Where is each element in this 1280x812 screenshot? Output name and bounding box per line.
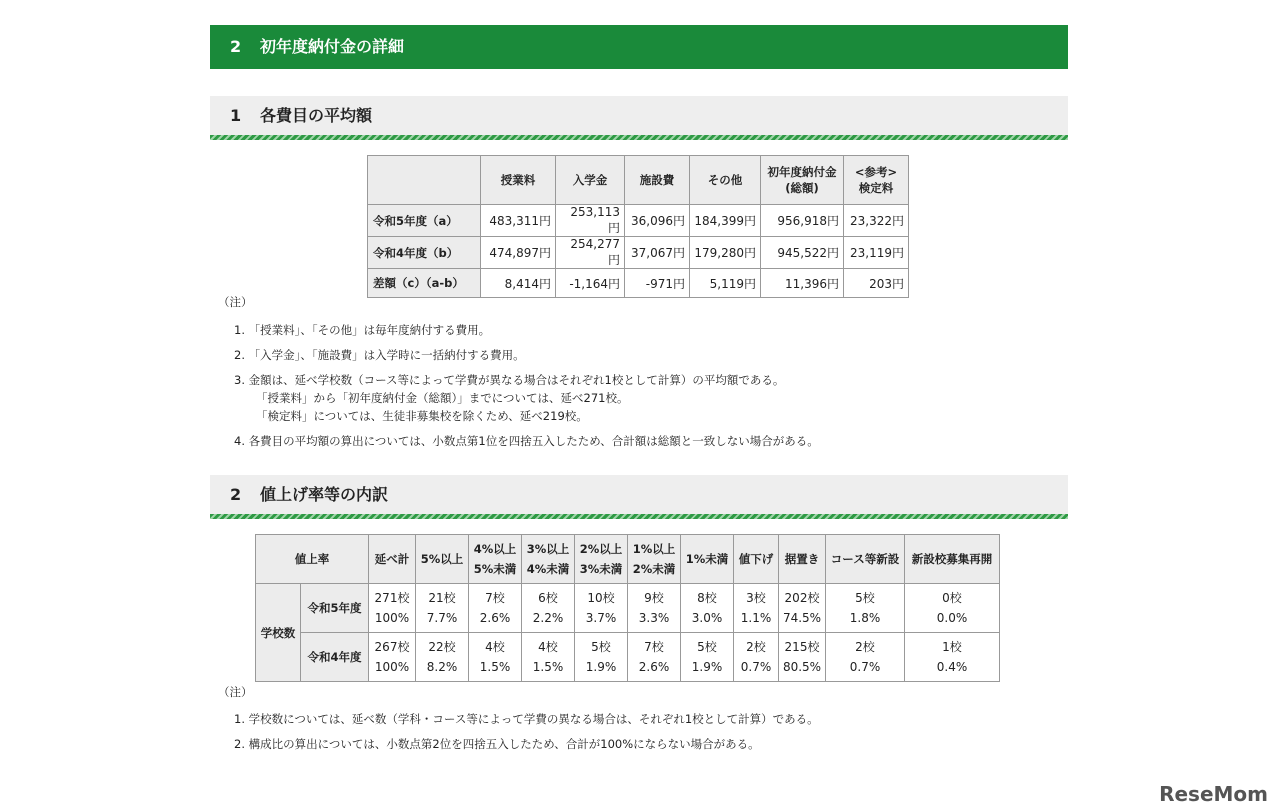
table1-cell: 179,280円 [690,237,761,269]
table2-cell [734,633,779,682]
note-item: 1. 学校数については、延べ数（学科・コース等によって学費の異なる場合は、それぞれ1校として計算）である。 [234,712,819,726]
main-header [210,25,1068,69]
table2-cell [369,584,416,633]
school-ratio: 3.7% [585,611,617,625]
table2-row-label: 令和4年度 [301,633,369,682]
school-ratio: 1.9% [691,660,723,674]
school-ratio: 0.0% [936,611,968,625]
price-increase-table [255,534,1000,682]
school-count: 5校 [697,640,717,654]
section2-note-label: （注） [218,685,253,699]
table2-cell [779,584,826,633]
section2-title: 値上げ率等の内訳 [260,485,389,504]
school-count: 267校 [374,640,410,654]
note-line: 4. 各費目の平均額の算出については、小数点第1位を四捨五入したため、合計額は総額と一致しない場合がある。 [234,434,819,448]
table1-cell: 23,322円 [844,205,909,237]
table1-cell: 253,113円 [556,205,625,237]
section1-title: 各費目の平均額 [260,106,373,125]
table2-column-header: 2%以上 3%未満 [575,535,628,584]
table2-column-header: 5%以上 [416,535,469,584]
school-ratio: 1.5% [532,660,564,674]
table2-column-header: 新設校募集再開 [905,535,1000,584]
table2-cell [628,584,681,633]
table1-cell: 956,918円 [761,205,844,237]
table2-row [256,584,1000,633]
table1-row [368,205,909,237]
table1-row [368,269,909,298]
school-count: 9校 [644,591,664,605]
table1-column-header: 施設費 [625,156,690,205]
table1-cell: 37,067円 [625,237,690,269]
section1-notes [234,321,1074,457]
school-count: 6校 [538,591,558,605]
school-count: 8校 [697,591,717,605]
main-header-number: 2 [230,37,242,56]
table2-row-label: 令和5年度 [301,584,369,633]
note-line: 1. 「授業料」、「その他」は毎年度納付する費用。 [234,323,491,337]
section2-notes [234,710,1074,760]
table1-column-header: その他 [690,156,761,205]
table2-cell [369,633,416,682]
school-ratio: 80.5% [782,660,822,674]
table2-column-header: 1%以上 2%未満 [628,535,681,584]
table1-column-header: <参考> 検定料 [844,156,909,205]
school-ratio: 0.7% [849,660,881,674]
school-ratio: 3.3% [638,611,670,625]
table2-cell [575,584,628,633]
average-fee-table [367,155,909,298]
table2-cell [575,633,628,682]
table2-column-header: 延べ計 [369,535,416,584]
section2-number: 2 [230,485,242,504]
table2-cell [522,633,575,682]
table2-cell [681,584,734,633]
section1-note-label: （注） [218,295,253,309]
table2-cell [416,584,469,633]
table1-row [368,237,909,269]
table2-column-header: 4%以上 5%未満 [469,535,522,584]
table1-cell: 5,119円 [690,269,761,298]
school-ratio: 2.6% [638,660,670,674]
note-item [234,346,1074,364]
table2-cell [826,584,905,633]
table2-cell [826,633,905,682]
school-count: 21校 [428,591,456,605]
school-ratio: 100% [374,611,410,625]
table1-cell: 36,096円 [625,205,690,237]
note-item [234,371,1074,425]
table2-cell [628,633,681,682]
school-ratio: 2.6% [479,611,511,625]
table1-cell: 474,897円 [481,237,556,269]
table1-row-label: 令和4年度（b） [368,237,481,269]
school-count: 1校 [942,640,962,654]
school-ratio: 0.4% [936,660,968,674]
school-ratio: 1.5% [479,660,511,674]
school-ratio: 1.9% [585,660,617,674]
school-count: 22校 [428,640,456,654]
school-ratio: 1.1% [740,611,772,625]
section1-header [210,96,1068,140]
table2-corner: 値上率 [256,535,369,584]
table2-cell [469,584,522,633]
school-ratio: 0.7% [740,660,772,674]
table1-cell: 203円 [844,269,909,298]
section1-number: 1 [230,106,242,125]
school-ratio: 100% [374,660,410,674]
table1-cell: 254,277円 [556,237,625,269]
table1-cell: 8,414円 [481,269,556,298]
table1-cell: -971円 [625,269,690,298]
table2-group-label: 学校数 [256,584,301,682]
main-header-title: 初年度納付金の詳細 [260,37,405,56]
table2-row [256,633,1000,682]
school-count: 3校 [746,591,766,605]
table1-corner [368,156,481,205]
school-count: 10校 [587,591,615,605]
note-line: 3. 金額は、延べ学校数（コース等によって学費が異なる場合はそれぞれ1校として計算）の平均額である。 [234,373,785,387]
school-count: 4校 [485,640,505,654]
school-ratio: 7.7% [426,611,458,625]
school-ratio: 8.2% [426,660,458,674]
table1-cell: 184,399円 [690,205,761,237]
school-ratio: 74.5% [782,611,822,625]
school-count: 5校 [855,591,875,605]
table2-column-header: 据置き [779,535,826,584]
school-count: 215校 [784,640,820,654]
school-ratio: 1.8% [849,611,881,625]
note-item [234,321,1074,339]
school-count: 4校 [538,640,558,654]
table2-column-header: 3%以上 4%未満 [522,535,575,584]
school-count: 7校 [644,640,664,654]
table1-column-header: 入学金 [556,156,625,205]
table2-cell [416,633,469,682]
table2-cell [905,584,1000,633]
school-ratio: 3.0% [691,611,723,625]
table1-cell: 945,522円 [761,237,844,269]
note-item [234,432,1074,450]
note-subline: 「検定料」については、生徒非募集校を除くため、延べ219校。 [256,409,588,423]
table2-cell [905,633,1000,682]
table2-cell [522,584,575,633]
table1-column-header: 授業料 [481,156,556,205]
school-count: 7校 [485,591,505,605]
school-count: 202校 [784,591,820,605]
table2-cell [681,633,734,682]
school-count: 5校 [591,640,611,654]
school-count: 271校 [374,591,410,605]
school-count: 0校 [942,591,962,605]
table2-cell [469,633,522,682]
table1-row-label: 差額（c）（a-b） [368,269,481,298]
section2-header [210,475,1068,519]
table2-column-header: 1%未満 [681,535,734,584]
table1-row-label: 令和5年度（a） [368,205,481,237]
table2-column-header: コース等新設 [826,535,905,584]
resemom-logo: ReseMom [1159,782,1268,806]
note-line: 2. 「入学金」、「施設費」は入学時に一括納付する費用。 [234,348,525,362]
table1-cell: 23,119円 [844,237,909,269]
note-subline: 「授業料」から「初年度納付金（総額）」までについては、延べ271校。 [256,391,629,405]
note-item: 2. 構成比の算出については、小数点第2位を四捨五入したため、合計が100%にならない場合がある。 [234,737,760,751]
table1-cell: -1,164円 [556,269,625,298]
school-count: 2校 [855,640,875,654]
table1-cell: 11,396円 [761,269,844,298]
table2-column-header: 値下げ [734,535,779,584]
school-ratio: 2.2% [532,611,564,625]
table2-cell [734,584,779,633]
table1-column-header: 初年度納付金 (総額) [761,156,844,205]
school-count: 2校 [746,640,766,654]
table2-cell [779,633,826,682]
table1-cell: 483,311円 [481,205,556,237]
